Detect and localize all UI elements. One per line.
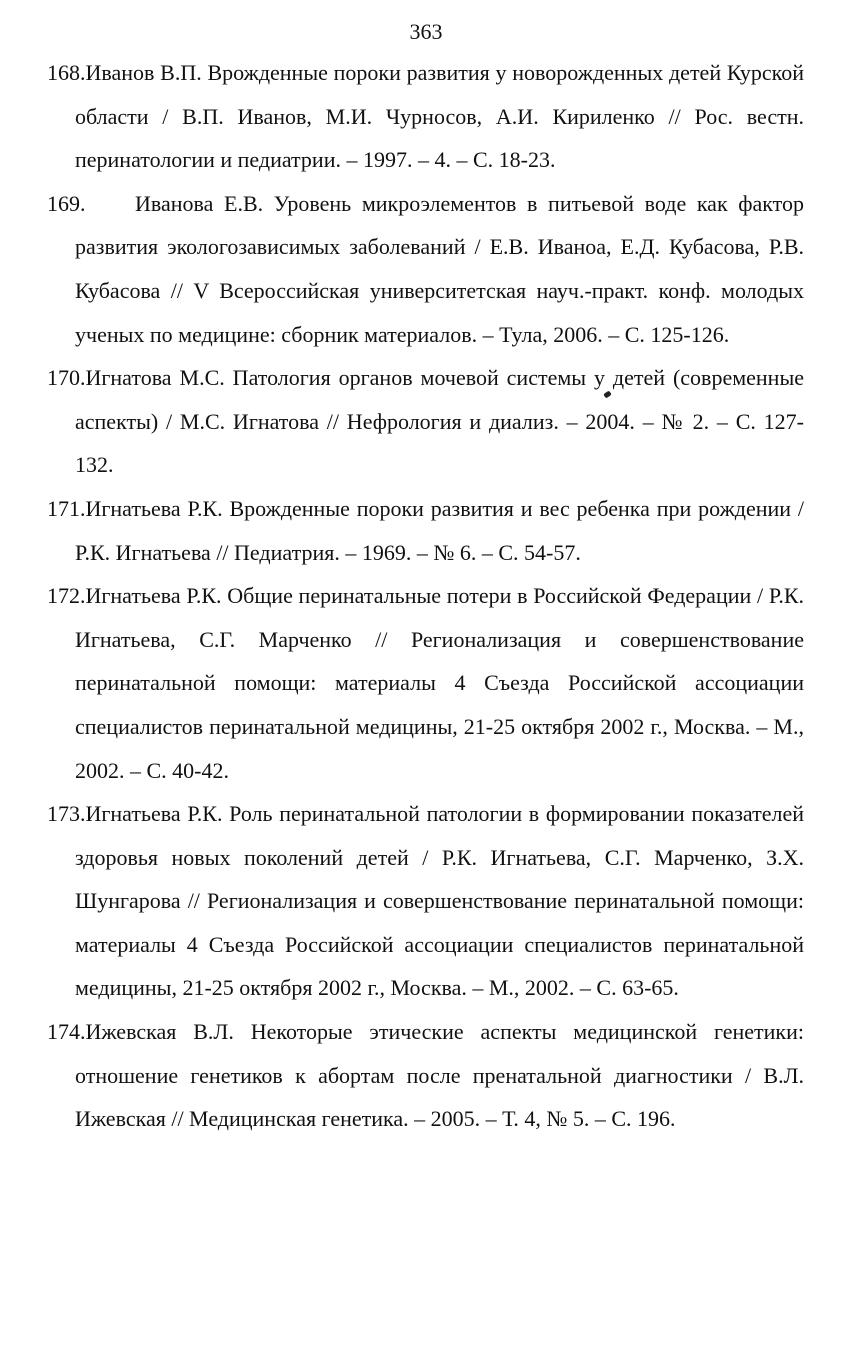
reference-text: Иванова Е.В. Уровень микроэлементов в питьевой воде как фактор развития экологозависимых заболеваний / Е.В. Иваноа, Е.Д. Кубасова, Р.В. Кубасова // V Всероссийская университетская науч.-практ. конф. молодых ученых по медицине: сборник материалов. – Тула, 2006. – С. 125-126.: [75, 190, 804, 347]
reference-entry-169: [47, 182, 804, 356]
reference-entry-171: [47, 487, 804, 574]
reference-entry-174: [47, 1010, 804, 1141]
reference-entry-172: [47, 574, 804, 792]
reference-list: [47, 51, 804, 1141]
reference-text: Иванов В.П. Врожденные пороки развития у новорожденных детей Курской области / В.П. Иванов, М.И. Чурносов, А.И. Кириленко // Рос. вестн. перинатологии и педиатрии. – 1997. – 4. – С. 18-23.: [75, 60, 804, 173]
reference-text: Игнатова М.С. Патология органов мочевой системы у детей (современные аспекты) / М.С. Игнатова // Нефрология и диализ. – 2004. – № 2. – С. 127-132.: [75, 365, 804, 478]
reference-entry-170: [47, 356, 804, 487]
reference-number: 169.: [47, 190, 86, 216]
reference-text: Игнатьева Р.К. Роль перинатальной патологии в формировании показателей здоровья новых поколений детей / Р.К. Игнатьева, С.Г. Марченко, З.Х. Шунгарова // Регионализация и совершенствование перинатальной помощи: материалы 4 Съезда Российской ассоциации специалистов перинатальной медицины, 21-25 октября 2002 г., Москва. – М., 2002. – С. 63-65.: [75, 801, 804, 1001]
page-number: 363: [409, 19, 443, 44]
reference-text: Игнатьева Р.К. Общие перинатальные потери в Российской Федерации / Р.К. Игнатьева, С.Г. Марченко // Регионализация и совершенствование перинатальной помощи: материалы 4 Съезда Российской ассоциации специалистов перинатальной медицины, 21-25 октября 2002 г., Москва. – М., 2002. – С. 40-42.: [75, 583, 804, 783]
reference-text: Ижевская В.Л. Некоторые этические аспекты медицинской генетики: отношение генетиков к абортам после пренатальной диагностики / В.Л. Ижевская // Медицинская генетика. – 2005. – Т. 4, № 5. – С. 196.: [75, 1019, 804, 1132]
reference-entry-168: [47, 51, 804, 182]
reference-entry-173: [47, 792, 804, 1010]
reference-number: 168.: [47, 60, 86, 85]
reference-number: 172.: [47, 583, 86, 609]
reference-number: 173.: [47, 801, 86, 827]
reference-number: 174.: [47, 1019, 86, 1045]
reference-number: 171.: [47, 495, 86, 521]
reference-text: Игнатьева Р.К. Врожденные пороки развития и вес ребенка при рождении / Р.К. Игнатьева // Педиатрия. – 1969. – № 6. – С. 54-57.: [75, 495, 804, 565]
reference-number: 170.: [47, 365, 86, 391]
